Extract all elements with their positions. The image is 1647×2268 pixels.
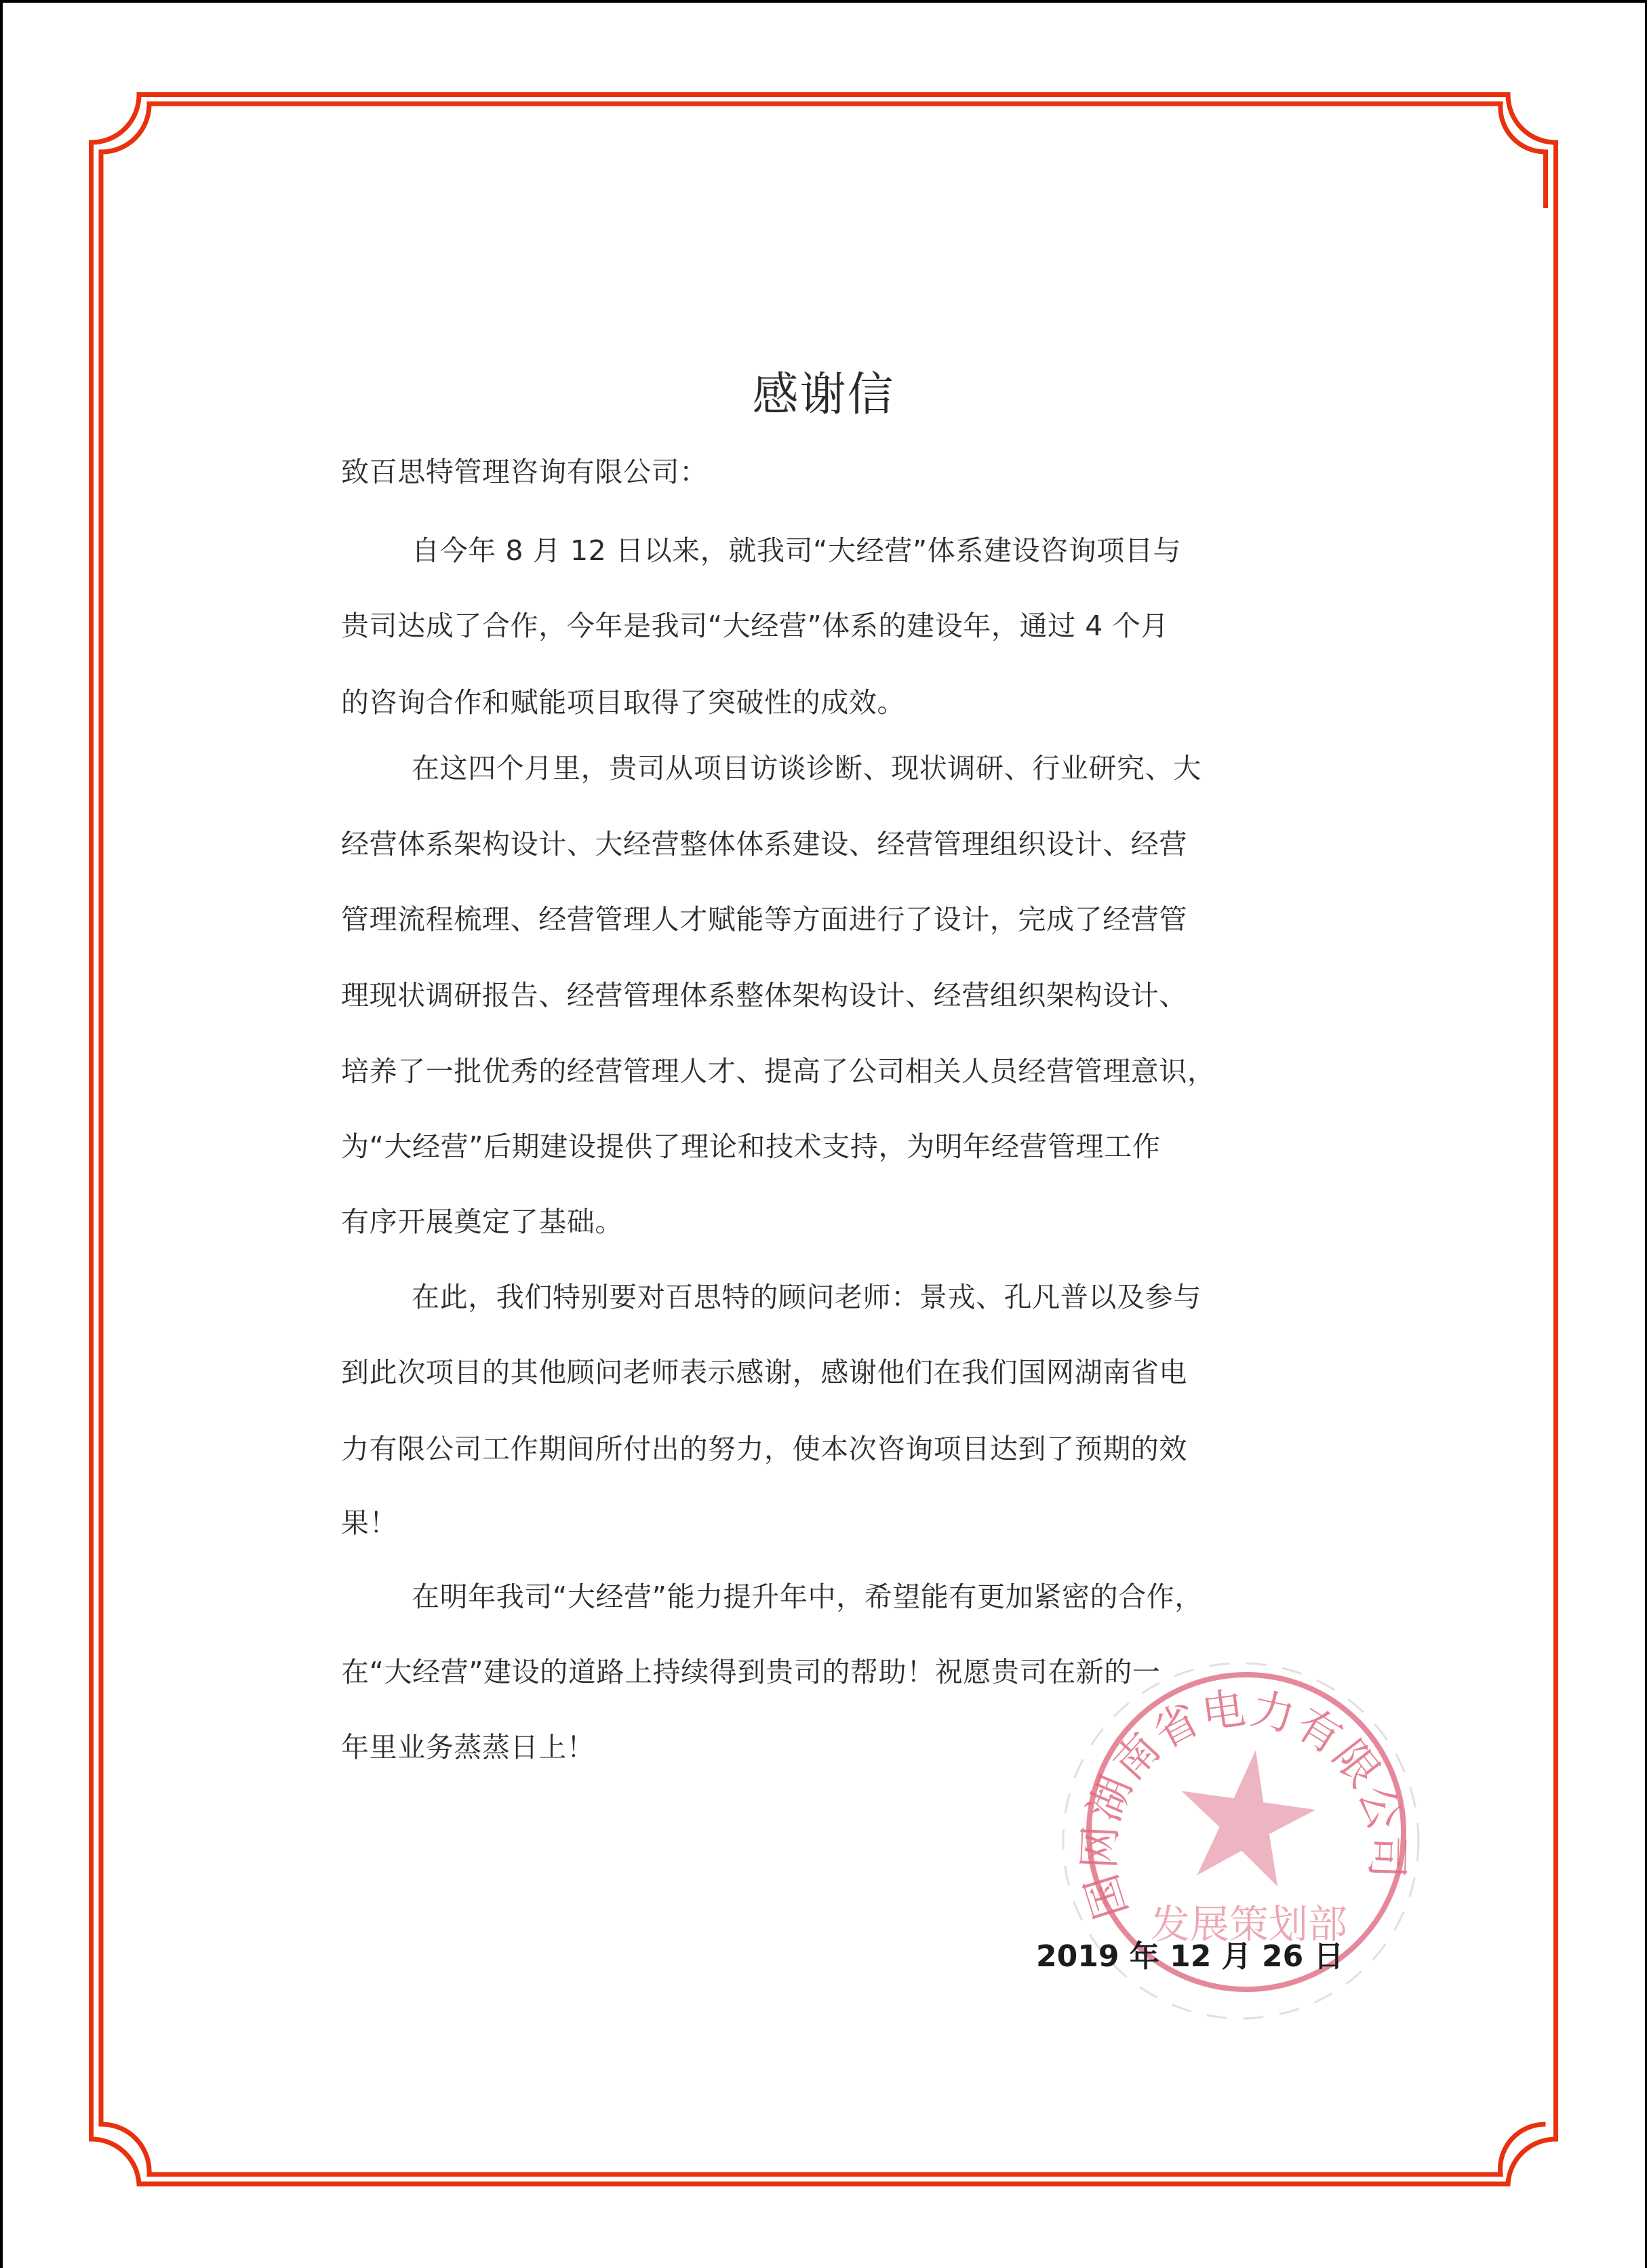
paragraph-line: 在此，我们特别要对百思特的顾问老师：景戎、孔凡普以及参与 [412, 1281, 1202, 1313]
paragraph-line: 贵司达成了合作，今年是我司“大经营”体系的建设年，通过 4 个月 [341, 610, 1169, 642]
paragraph-line: 在这四个月里，贵司从项目访谈诊断、现状调研、行业研究、大 [412, 752, 1202, 784]
paragraph-line: 有序开展奠定了基础。 [341, 1206, 623, 1238]
paragraph-line: 为“大经营”后期建设提供了理论和技术支持，为明年经营管理工作 [341, 1130, 1161, 1163]
paragraph-line: 在明年我司“大经营”能力提升年中，希望能有更加紧密的合作， [412, 1580, 1203, 1613]
paragraph-line: 培养了一批优秀的经营管理人才、提高了公司相关人员经营管理意识， [341, 1055, 1216, 1088]
paragraph-line: 经营体系架构设计、大经营整体体系建设、经营管理组织设计、经营 [341, 828, 1187, 860]
star-icon [1170, 1740, 1323, 1890]
paragraph-line: 的咨询合作和赋能项目取得了突破性的成效。 [341, 686, 905, 719]
letter-date: 2019 年 12 月 26 日 [1036, 1939, 1344, 1974]
paragraph-line: 果！ [341, 1507, 398, 1539]
paragraph-line: 自今年 8 月 12 日以来，就我司“大经营”体系建设咨询项目与 [412, 534, 1182, 567]
letter-title: 感谢信 [752, 368, 895, 422]
paragraph-line: 理现状调研报告、经营管理体系整体架构设计、经营组织架构设计、 [341, 979, 1187, 1012]
paragraph-line: 管理流程梳理、经营管理人才赋能等方面进行了设计，完成了经营管 [341, 903, 1187, 936]
seal-department-text: 发展策划部 [1150, 1901, 1348, 1947]
official-seal [1058, 1654, 1437, 2034]
paragraph-line: 力有限公司工作期间所付出的努力，使本次咨询项目达到了预期的效 [341, 1433, 1187, 1465]
paragraph-line: 年里业务蒸蒸日上！ [341, 1731, 595, 1764]
paragraph-line: 在“大经营”建设的道路上持续得到贵司的帮助！祝愿贵司在新的一 [341, 1656, 1161, 1688]
paragraph-line: 到此次项目的其他顾问老师表示感谢，感谢他们在我们国网湖南省电 [341, 1356, 1187, 1389]
seal-ring-text: 国网湖南省电力有限公司 [1074, 1683, 1412, 1925]
letter-greeting: 致百思特管理咨询有限公司： [341, 456, 708, 488]
